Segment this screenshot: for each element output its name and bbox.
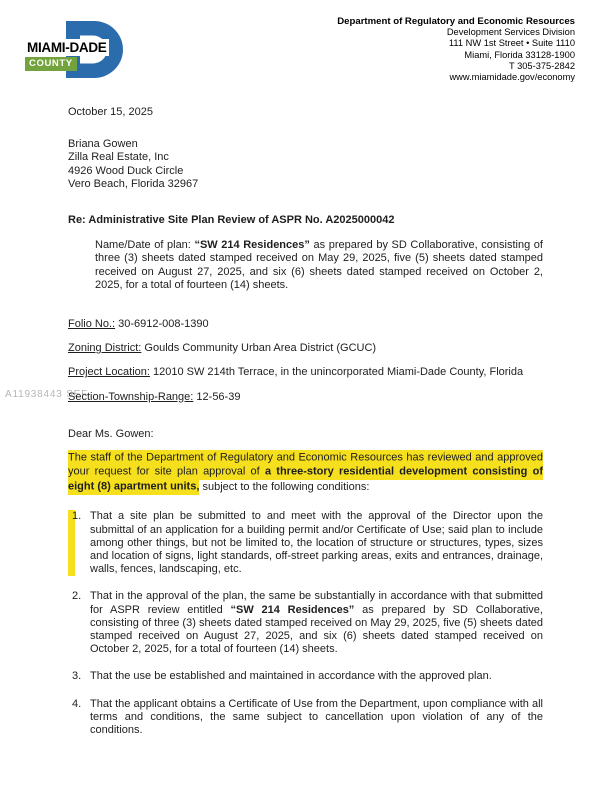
folio-label: Folio No.: bbox=[68, 318, 116, 331]
condition-item-2 bbox=[68, 590, 543, 656]
recipient-company: Zilla Real Estate, Inc bbox=[68, 151, 169, 164]
condition-1-text bbox=[90, 510, 543, 576]
approval-paragraph bbox=[68, 450, 543, 494]
section-township-range-label: Section-Township-Range: bbox=[68, 390, 194, 403]
condition-1-text-part1: That a site plan be submitted to and meet with the approval of the Director upon the submittal of an application for a building permit and/or Certificate of Use; said plan to include among other things, but not be limited to, the location of structure or structures, types, sizes and location of signs, light standards, off-street parking areas, exits and entrances, drainage, walls, fences, landscaping, etc. bbox=[90, 510, 543, 576]
salutation: Dear Ms. Gowen: bbox=[68, 427, 154, 440]
recipient-block bbox=[68, 138, 543, 191]
condition-4-text bbox=[90, 698, 543, 738]
condition-item-1 bbox=[68, 510, 543, 576]
miami-dade-county-logo bbox=[20, 13, 132, 85]
department-phone: T 305-375-2842 bbox=[509, 60, 575, 71]
condition-4-text-part1: That the applicant obtains a Certificate of Use from the Department, upon compliance with all terms and conditions, the same subject to cancellation upon violation of any of the conditions. bbox=[90, 697, 543, 737]
approval-tail-text: subject to the following conditions: bbox=[199, 480, 370, 493]
approval-highlighted-bold-text: a three-story residential development consisting of eight (8) apartment units, bbox=[68, 465, 543, 493]
folio-value: 30-6912-008-1390 bbox=[115, 318, 209, 331]
recipient-city: Vero Beach, Florida 32967 bbox=[68, 177, 199, 190]
condition-2-text-part2: as prepared by SD Collaborative, consisting of three (3) sheets dated stamped received on May 29, 2025, five (5) sheets dated stamped received on August 27, 2025, and six (6) sheets dated stamped received on October 2, 2025, for a total of fourteen (14) sheets. bbox=[90, 603, 543, 656]
approval-highlighted-text: The staff of the Department of Regulatory and Economic Resources has reviewed and approved your request for site plan approval of bbox=[68, 451, 543, 478]
department-info-block bbox=[337, 16, 575, 83]
condition-2-text bbox=[90, 590, 543, 656]
project-location-value: 12010 SW 214th Terrace, in the unincorporated Miami-Dade County, Florida bbox=[149, 366, 524, 379]
project-location-field bbox=[68, 366, 543, 379]
condition-item-3 bbox=[68, 670, 543, 683]
division-name: Development Services Division bbox=[446, 27, 575, 38]
project-location-label: Project Location: bbox=[68, 366, 150, 379]
plan-title-bold: “SW 214 Residences” bbox=[194, 239, 310, 252]
department-website: www.miamidade.gov/economy bbox=[449, 72, 575, 83]
department-name: Department of Regulatory and Economic Resources bbox=[337, 16, 575, 27]
department-street-address: 111 NW 1st Street • Suite 1110 bbox=[448, 38, 575, 49]
folio-field bbox=[68, 318, 543, 331]
condition-2-number: 2. bbox=[72, 590, 82, 603]
section-township-range-field bbox=[68, 391, 543, 404]
recipient-name: Briana Gowen bbox=[68, 138, 138, 151]
logo-county-label: COUNTY bbox=[25, 57, 77, 71]
letter-date: October 15, 2025 bbox=[68, 106, 154, 118]
subject-line: Re: Administrative Site Plan Review of ASPR No. A2025000042 bbox=[68, 214, 395, 227]
department-city-address: Miami, Florida 33128-1900 bbox=[464, 49, 575, 60]
scan-watermark: A11938443 SEF bbox=[5, 389, 89, 400]
zoning-district-value: Goulds Community Urban Area District (GCUC) bbox=[141, 342, 377, 355]
condition-2-text-part1: That in the approval of the plan, the same be substantially in accordance with that submitted for ASPR review entitled bbox=[90, 590, 543, 616]
logo-miami-dade-label: MIAMI-DADE bbox=[27, 40, 107, 55]
letter-body bbox=[0, 106, 612, 737]
plan-description-prefix: Name/Date of plan: bbox=[95, 239, 195, 252]
condition-1-number: 1. bbox=[68, 510, 90, 576]
condition-3-text-part1: That the use be established and maintained in accordance with the approved plan. bbox=[90, 670, 492, 683]
plan-description-rest: as prepared by SD Collaborative, consisting of three (3) sheets dated stamped received on May 29, 2025, five (5) sheets dated stamped received on August 27, 2025, and six (6) sheets dated stamped received on October 2, 2025, for a total of fourteen (14) sheets. bbox=[95, 239, 543, 291]
conditions-list bbox=[68, 510, 543, 737]
recipient-street: 4926 Wood Duck Circle bbox=[68, 164, 184, 177]
condition-3-number: 3. bbox=[72, 670, 82, 683]
condition-2-text-bold: “SW 214 Residences” bbox=[230, 603, 355, 616]
plan-description-paragraph bbox=[95, 239, 543, 292]
condition-item-4 bbox=[68, 698, 543, 738]
zoning-district-field bbox=[68, 342, 543, 355]
zoning-district-label: Zoning District: bbox=[68, 342, 142, 355]
condition-4-number: 4. bbox=[72, 697, 82, 710]
letterhead bbox=[0, 0, 612, 90]
condition-3-text bbox=[90, 670, 543, 683]
section-township-range-value: 12-56-39 bbox=[193, 390, 241, 403]
